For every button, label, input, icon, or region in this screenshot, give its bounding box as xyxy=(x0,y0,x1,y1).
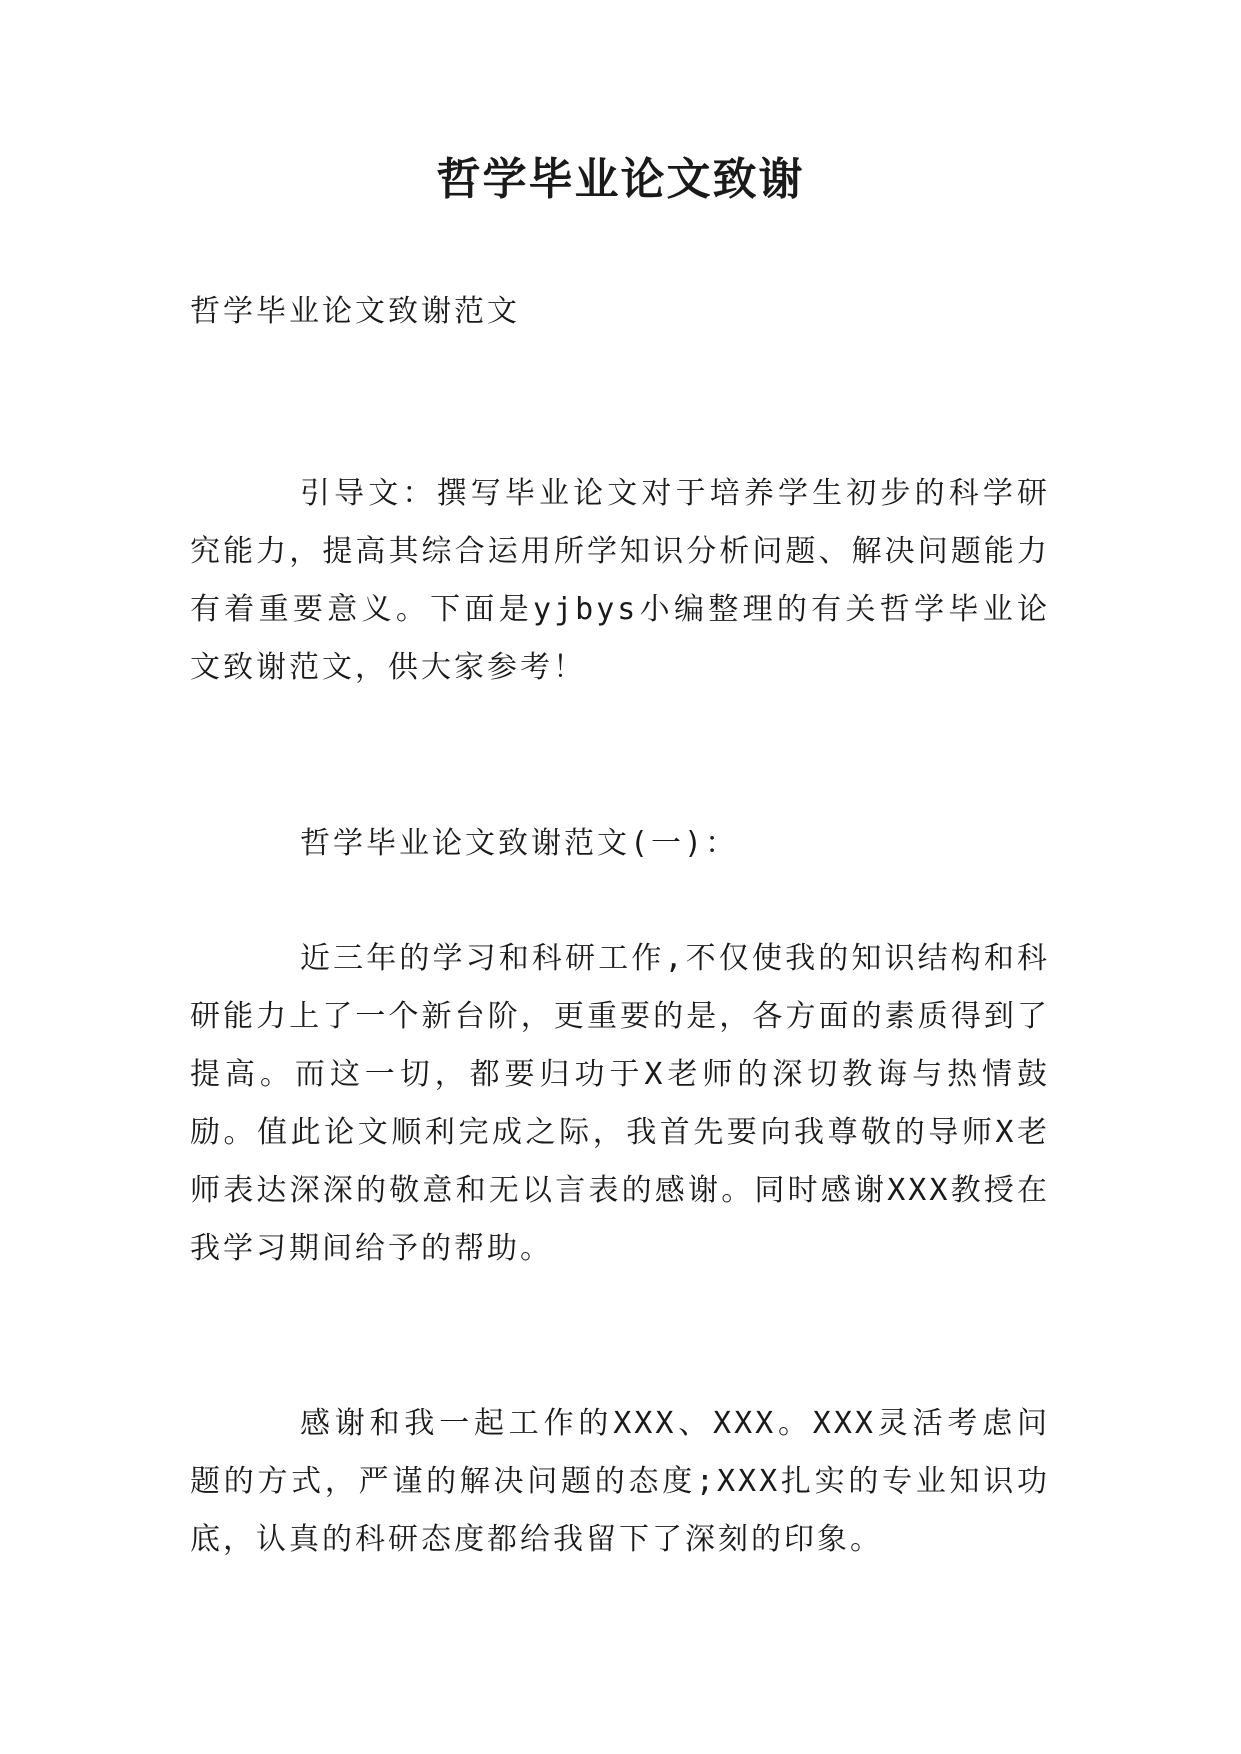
section-heading: 哲学毕业论文致谢范文(一)： xyxy=(300,826,739,861)
intro-paragraph: 引导文：撰写毕业论文对于培养学生初步的科学研究能力，提高其综合运用所学知识分析问题、解决问题能力有着重要意义。下面是yjbys小编整理的有关哲学毕业论文致谢范文，供大家参考！ xyxy=(190,476,1050,685)
document-subtitle: 哲学毕业论文致谢范文 xyxy=(190,294,520,329)
body-paragraph-1: 近三年的学习和科研工作,不仅使我的知识结构和科研能力上了一个新台阶，更重要的是，各方面的素质得到了提高。而这一切，都要归功于X老师的深切教诲与热情鼓励。值此论文顺利完成之际，我首先要向我尊敬的导师X老师表达深深的敬意和无以言表的感谢。同时感谢XXX教授在我学习期间给予的帮助。 xyxy=(190,941,1050,1266)
body-paragraph-2: 感谢和我一起工作的XXX、XXX。XXX灵活考虑问题的方式，严谨的解决问题的态度;XXX扎实的专业知识功底，认真的科研态度都给我留下了深刻的印象。 xyxy=(190,1406,1050,1557)
document-title: 哲学毕业论文致谢 xyxy=(436,154,805,205)
